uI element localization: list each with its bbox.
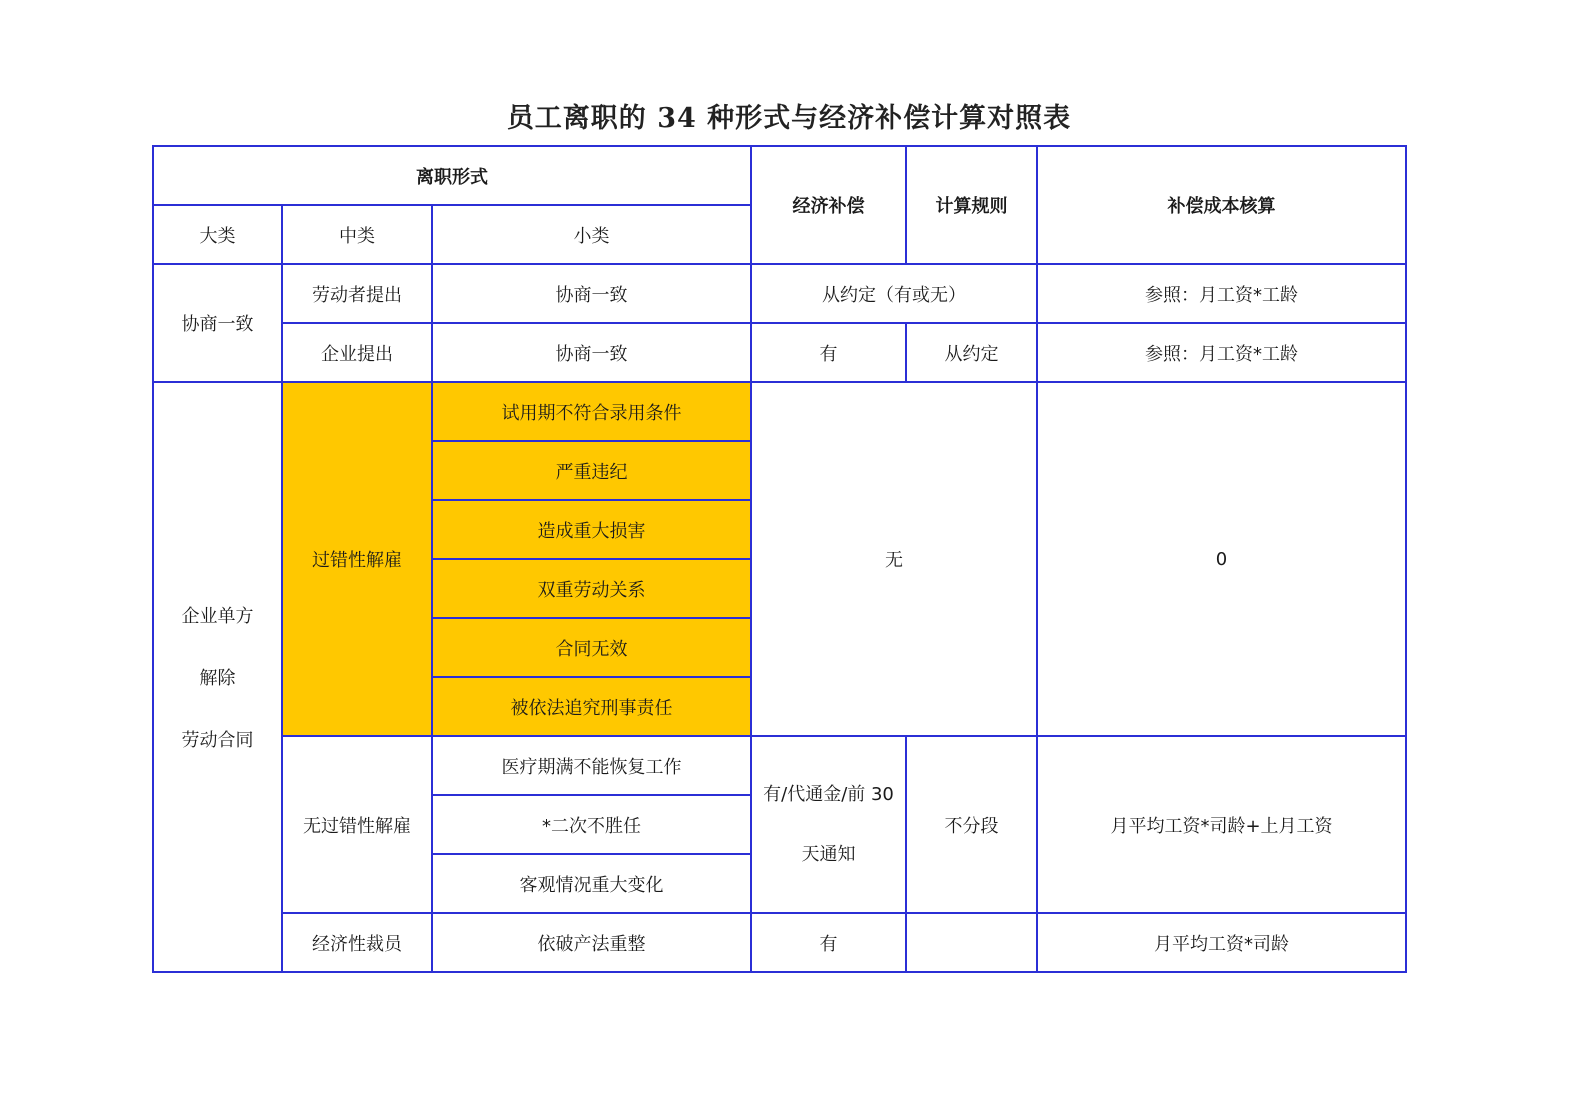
fault-compensation: 无 bbox=[751, 382, 1037, 736]
layoff-compensation: 有 bbox=[751, 913, 906, 972]
header-major: 大类 bbox=[153, 205, 282, 264]
header-form: 离职形式 bbox=[153, 146, 751, 205]
header-rule: 计算规则 bbox=[906, 146, 1037, 264]
table-cell: 参照：月工资*工龄 bbox=[1037, 264, 1406, 323]
fault-item: 双重劳动关系 bbox=[432, 559, 751, 618]
table-cell: 从约定 bbox=[906, 323, 1037, 382]
layoff-cell: 经济性裁员 bbox=[282, 913, 432, 972]
nofault-item: 医疗期满不能恢复工作 bbox=[432, 736, 751, 795]
fault-cost: 0 bbox=[1037, 382, 1406, 736]
table-cell: 协商一致 bbox=[432, 264, 751, 323]
category-line: 劳动合同 bbox=[181, 730, 254, 751]
nofault-compensation-line: 有/代通金/前 30 bbox=[763, 783, 894, 805]
fault-item: 合同无效 bbox=[432, 618, 751, 677]
table-cell: 有 bbox=[751, 323, 906, 382]
category-line: 解除 bbox=[199, 668, 236, 689]
fault-item: 严重违纪 bbox=[432, 441, 751, 500]
header-middle: 中类 bbox=[282, 205, 432, 264]
nofault-compensation-line: 天通知 bbox=[801, 843, 856, 865]
header-minor: 小类 bbox=[432, 205, 751, 264]
table-cell: 从约定（有或无） bbox=[751, 264, 1037, 323]
fault-dismissal-cell: 过错性解雇 bbox=[282, 382, 432, 736]
nofault-compensation bbox=[751, 736, 906, 913]
table-cell: 企业提出 bbox=[282, 323, 432, 382]
nofault-cost: 月平均工资*司龄+上月工资 bbox=[1037, 736, 1406, 913]
table-cell: 参照：月工资*工龄 bbox=[1037, 323, 1406, 382]
header-compensation: 经济补偿 bbox=[751, 146, 906, 264]
table-cell: 协商一致 bbox=[432, 323, 751, 382]
category-unilateral bbox=[153, 382, 282, 972]
page-title: 员工离职的 34 种形式与经济补偿计算对照表 bbox=[506, 103, 1072, 134]
fault-item: 造成重大损害 bbox=[432, 500, 751, 559]
nofault-item: *二次不胜任 bbox=[432, 795, 751, 854]
layoff-item: 依破产法重整 bbox=[432, 913, 751, 972]
fault-item: 被依法追究刑事责任 bbox=[432, 677, 751, 736]
nofault-item: 客观情况重大变化 bbox=[432, 854, 751, 913]
table-cell: 劳动者提出 bbox=[282, 264, 432, 323]
category-line: 企业单方 bbox=[181, 606, 254, 627]
header-cost: 补偿成本核算 bbox=[1037, 146, 1406, 264]
layoff-cost: 月平均工资*司龄 bbox=[1037, 913, 1406, 972]
layoff-rule bbox=[906, 913, 1037, 972]
nofault-dismissal-cell: 无过错性解雇 bbox=[282, 736, 432, 913]
fault-item: 试用期不符合录用条件 bbox=[432, 382, 751, 441]
nofault-rule: 不分段 bbox=[906, 736, 1037, 913]
category-mutual: 协商一致 bbox=[153, 264, 282, 382]
compensation-table bbox=[152, 145, 1407, 973]
